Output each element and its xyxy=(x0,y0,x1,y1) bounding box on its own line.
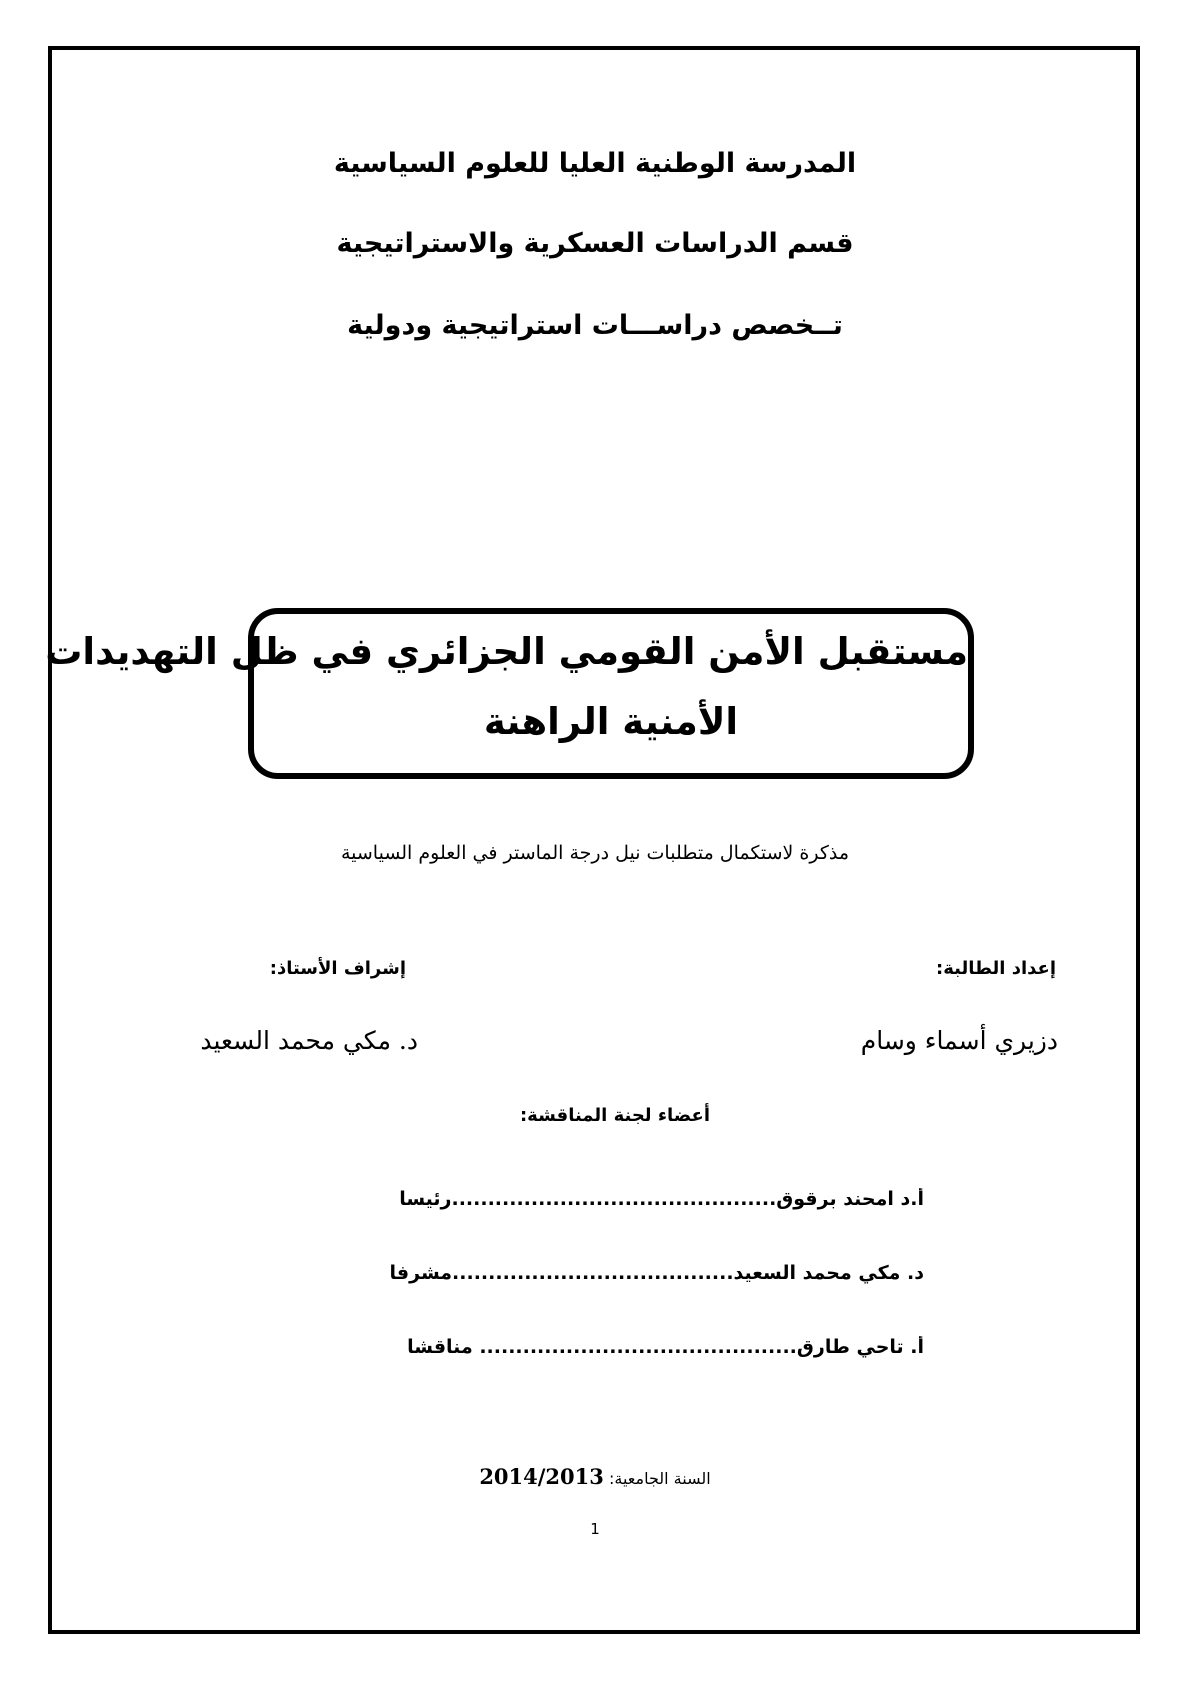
student-name: دزيري أسماء وسام xyxy=(860,1026,1058,1055)
supervisor-label: إشراف الأستاذ: xyxy=(269,958,406,979)
page-border xyxy=(45,46,1140,1634)
page-number: 1 xyxy=(590,1520,600,1538)
academic-year-value: 2014/2013 xyxy=(479,1464,604,1489)
committee-member-supervisor: د. مكي محمد السعيد.......................................مشرفا xyxy=(389,1262,924,1284)
thesis-subtitle: مذكرة لاستكمال متطلبات نيل درجة الماستر في العلوم السياسية xyxy=(340,842,850,864)
department-name: قسم الدراسات العسكرية والاستراتيجية xyxy=(336,228,854,259)
supervisor-name: د. مكي محمد السعيد xyxy=(200,1026,418,1055)
academic-year-label: السنة الجامعية: xyxy=(608,1469,711,1488)
thesis-title-box xyxy=(45,608,974,779)
school-name: المدرسة الوطنية العليا للعلوم السياسية xyxy=(333,148,857,179)
specialty-name: تــخصص دراســـات استراتيجية ودولية xyxy=(347,310,843,341)
committee-member-examiner: أ. تاحي طارق............................................ مناقشا xyxy=(407,1336,924,1358)
thesis-title-line-1: مستقبل الأمن القومي الجزائري في ظل التهديدات xyxy=(45,630,968,673)
committee-heading: أعضاء لجنة المناقشة: xyxy=(519,1105,710,1126)
academic-year xyxy=(0,1464,1190,1489)
student-label: إعداد الطالبة: xyxy=(936,958,1056,979)
committee-member-chair: أ.د امحند برقوق.............................................رئيسا xyxy=(399,1188,924,1210)
thesis-title-line-2: الأمنية الراهنة xyxy=(483,700,739,743)
